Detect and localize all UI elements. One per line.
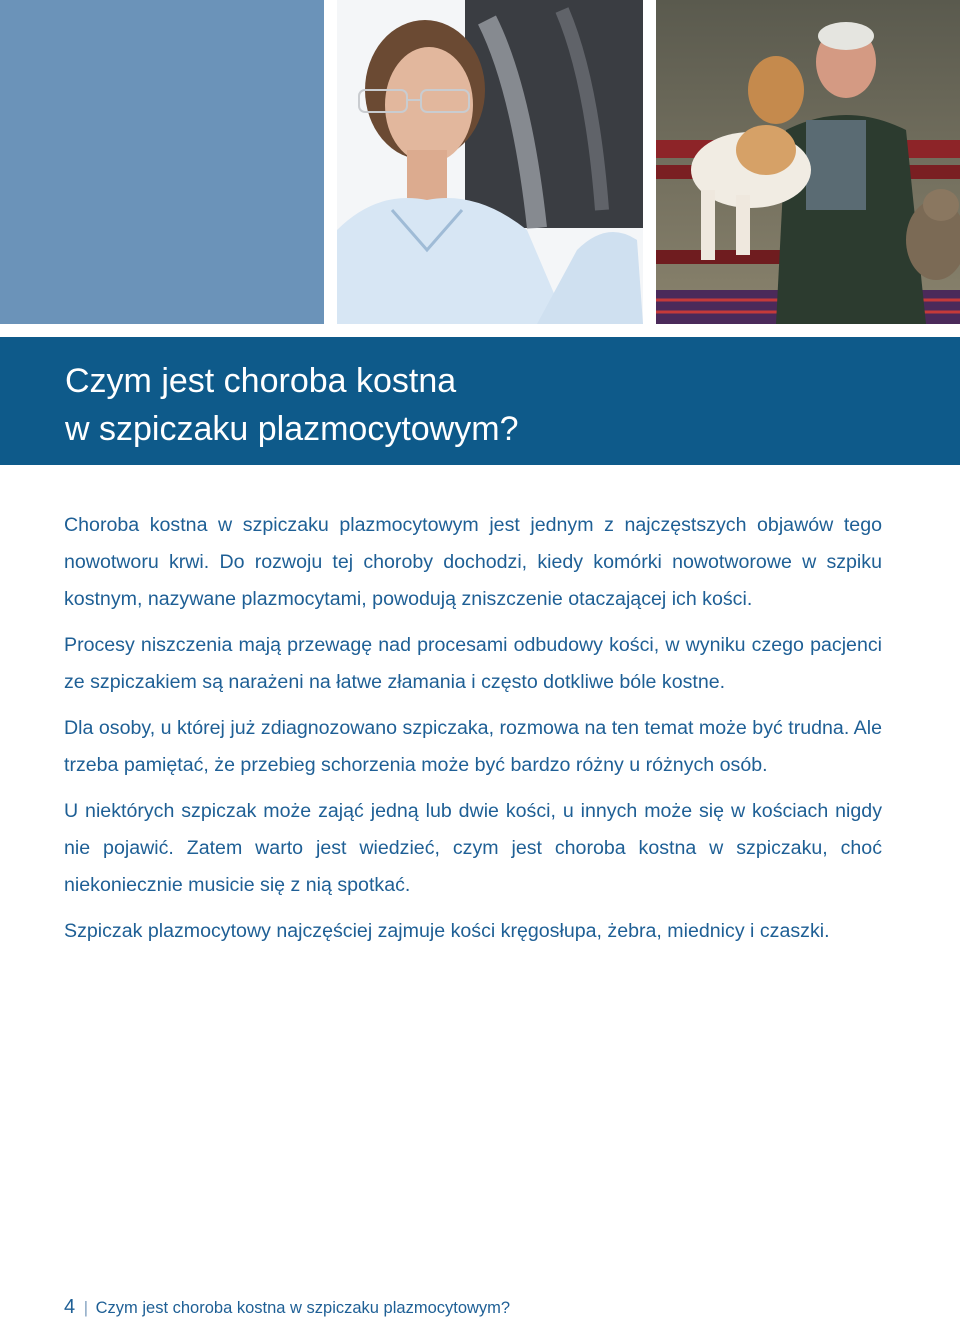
- decorative-blue-panel: [0, 0, 324, 324]
- page-footer: [64, 1293, 510, 1322]
- paragraph: Szpiczak plazmocytowy najczęściej zajmuje kości kręgosłupa, żebra, miednicy i czaszki.: [64, 920, 830, 942]
- footer-separator: |: [83, 1299, 89, 1317]
- paragraph: Dla osoby, u której już zdiagnozowano szpiczaka, rozmowa na ten temat może być trudna. Ale trzeba pamiętać, że przebieg schorzenia może być bardzo różny u różnych osób.: [64, 717, 882, 776]
- photo-strip: [0, 0, 960, 324]
- paragraph: Choroba kostna w szpiczaku plazmocytowym jest jednym z najczęstszych objawów tego nowotworu krwi. Do rozwoju tej choroby dochodzi, kiedy komórki nowotworowe w szpiku kostnym, nazywane plazmocytami, powodują zniszczenie otaczającej ich kości.: [64, 514, 882, 610]
- body-text: [64, 507, 882, 959]
- senior-with-pets-photo: [656, 0, 960, 324]
- page-title-line-1: Czym jest choroba kostna: [65, 362, 457, 400]
- page-title: [65, 357, 518, 453]
- paragraph: Procesy niszczenia mają przewagę nad procesami odbudowy kości, w wyniku czego pacjenci ze szpiczakiem są narażeni na łatwe złamania i często dotkliwe bóle kostne.: [64, 634, 882, 693]
- running-title: Czym jest choroba kostna w szpiczaku plazmocytowym?: [95, 1299, 511, 1317]
- paragraph: U niektórych szpiczak może zająć jedną lub dwie kości, u innych może się w kościach nigdy nie pojawić. Zatem warto jest wiedzieć, czym jest choroba kostna w szpiczaku, choć niekoniecznie musicie się z nią spotkać.: [64, 800, 882, 896]
- title-bar: [0, 337, 960, 465]
- page-title-line-2: w szpiczaku plazmocytowym?: [65, 410, 519, 448]
- page-number: 4: [64, 1296, 76, 1318]
- nurse-xray-photo: [337, 0, 643, 324]
